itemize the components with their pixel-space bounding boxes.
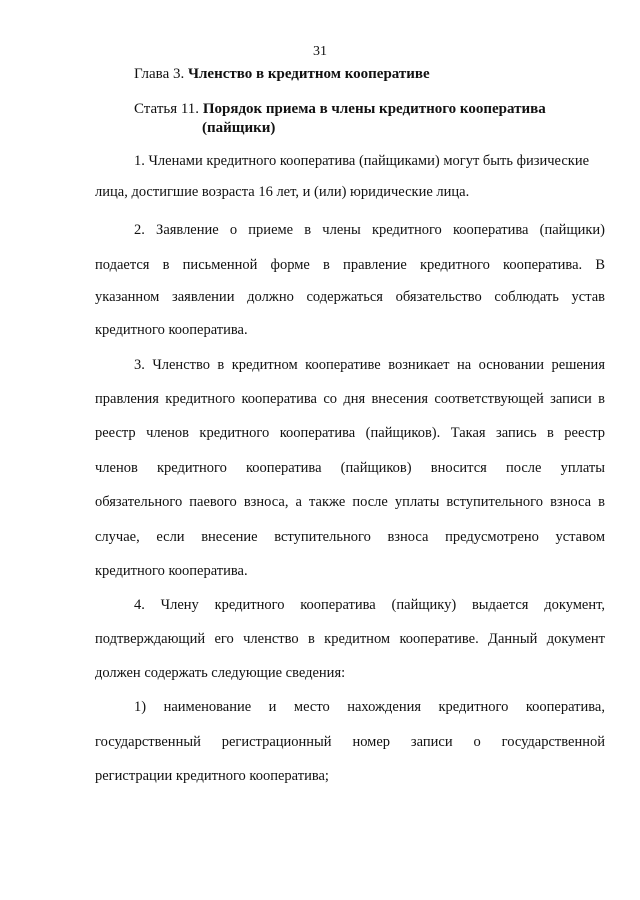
chapter-prefix: Глава 3. (134, 66, 185, 82)
paragraph-2-line-4: кредитного кооператива. (95, 322, 248, 338)
paragraph-3-line-5: обязательного паевого взноса, а также после уплаты вступительного взноса в (95, 494, 605, 510)
paragraph-3-line-7: кредитного кооператива. (95, 563, 248, 579)
article-title-line-2: (пайщики) (202, 120, 276, 136)
article-prefix: Статья 11. (134, 101, 200, 117)
paragraph-3-line-4: членов кредитного кооператива (пайщиков) вносится после уплаты (95, 460, 605, 476)
paragraph-2-line-3: указанном заявлении должно содержаться обязательство соблюдать устав (95, 289, 605, 305)
article-heading (134, 101, 546, 117)
chapter-heading (134, 66, 430, 82)
list-item-1-line-2: государственный регистрационный номер записи о государственной (95, 734, 605, 750)
paragraph-4-line-3: должен содержать следующие сведения: (95, 665, 346, 681)
paragraph-1-line-2: лица, достигшие возраста 16 лет, и (или) юридические лица. (95, 184, 470, 200)
paragraph-4-line-2: подтверждающий его членство в кредитном кооперативе. Данный документ (95, 631, 605, 647)
paragraph-4-line-1: 4. Члену кредитного кооператива (пайщику) выдается документ, (134, 597, 605, 613)
article-title-line-1: Порядок приема в члены кредитного кооператива (202, 101, 546, 117)
paragraph-3-line-6: случае, если внесение вступительного взноса предусмотрено уставом (95, 529, 605, 545)
paragraph-2-line-1: 2. Заявление о приеме в члены кредитного кооператива (пайщики) (134, 222, 605, 238)
page-number: 31 (313, 44, 327, 59)
paragraph-2-line-2: подается в письменной форме в правление кредитного кооператива. В (95, 257, 605, 273)
paragraph-3-line-3: реестр членов кредитного кооператива (пайщиков). Такая запись в реестр (95, 425, 605, 441)
chapter-title: Членство в кредитном кооперативе (187, 66, 430, 82)
paragraph-3-line-2: правления кредитного кооператива со дня внесения соответствующей записи в (95, 391, 605, 407)
paragraph-1-line-1: 1. Членами кредитного кооператива (пайщиками) могут быть физические (134, 153, 590, 169)
list-item-1-line-1: 1) наименование и место нахождения кредитного кооператива, (134, 699, 605, 715)
list-item-1-line-3: регистрации кредитного кооператива; (95, 768, 329, 784)
paragraph-3-line-1: 3. Членство в кредитном кооперативе возникает на основании решения (134, 357, 605, 373)
